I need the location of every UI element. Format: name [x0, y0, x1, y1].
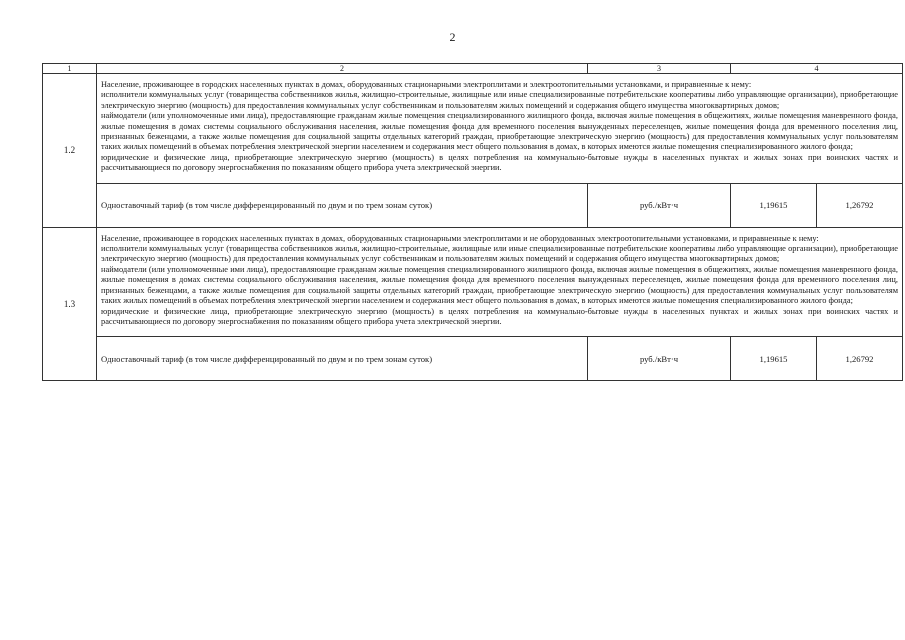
tariff-value-2: 1,26792 — [817, 183, 903, 227]
description-paragraph: исполнители коммунальных услуг (товарищества собственников жилья, жилищно-строительные, жилищные или иные специализированные потребительские кооперативы либо управляющие организации), приобретающие электрическую энергию (мощность) для предоставления коммунальных услуг собственникам и пользователям жилых помещений и содержания общего имущества многоквартирных домов; — [101, 244, 898, 264]
row-description — [97, 227, 903, 337]
row-number: 1.3 — [43, 227, 97, 381]
tariff-row — [43, 183, 903, 227]
tariff-label: Одноставочный тариф (в том числе дифференцированный по двум и по трем зонам суток) — [97, 183, 588, 227]
tariff-unit: руб./кВт·ч — [588, 183, 731, 227]
row-number: 1.2 — [43, 74, 97, 228]
tariff-value-2: 1,26792 — [817, 337, 903, 381]
description-paragraph: юридические и физические лица, приобретающие электрическую энергию (мощность) в целях потребления на коммунально-бытовые нужды в населенных пунктах и жилых зонах при воинских частях и рассчитывающиеся по договору энергоснабжения по показаниям общего прибора учета электрической энергии. — [101, 152, 898, 173]
tariff-row — [43, 337, 903, 381]
description-paragraph: юридические и физические лица, приобретающие электрическую энергию (мощность) в целях потребления на коммунально-бытовые нужды в населенных пунктах и жилых зонах при воинских частях и рассчитывающиеся по договору энергоснабжения по показаниям общего прибора учета электрической энергии. — [101, 306, 898, 326]
description-paragraph: наймодатели (или уполномоченные ими лица), предоставляющие гражданам жилые помещения специализированного жилищного фонда, включая жилые помещения в общежитиях, жилые помещения маневренного фонда, жилые помещения в домах системы социального обслуживания населения, жилые помещения фонда для временного поселения вынужденных переселенцев, жилые помещения фонда для временного поселения лиц, признанных беженцами, а также жилые помещения для социальной защиты отдельных категорий граждан, приобретающие электрическую энергию (мощность) для предоставления коммунальных услуг пользователям таких жилых помещений в объемах потребления электрической энергии населением и содержания мест общего пользования в домах, в которых имеются жилые помещения специализированного жилого фонда; — [101, 111, 898, 152]
header-row — [43, 64, 903, 74]
description-paragraph: исполнители коммунальных услуг (товарищества собственников жилья, жилищно-строительные, жилищные или иные специализированные потребительские кооперативы либо управляющие организации), приобретающие электрическую энергию (мощность) для предоставления коммунальных услуг собственникам и пользователям жилых помещений и содержания общего имущества многоквартирных домов; — [101, 90, 898, 110]
header-col-4: 4 — [731, 64, 903, 74]
description-paragraph: наймодатели (или уполномоченные ими лица), предоставляющие гражданам жилые помещения специализированного жилищного фонда, включая жилые помещения в общежитиях, жилые помещения маневренного фонда, жилые помещения в домах системы социального обслуживания населения, жилые помещения фонда для временного поселения вынужденных переселенцев, жилые помещения фонда для временного поселения лиц, признанных беженцами, а также жилые помещения для социальной защиты отдельных категорий граждан, приобретающие электрическую энергию (мощность) для предоставления коммунальных услуг пользователям таких жилых помещений в объемах потребления электрической энергии населением и содержания мест общего пользования в домах, в которых имеются жилые помещения специализированного жилого фонда; — [101, 264, 898, 306]
tariff-label: Одноставочный тариф (в том числе дифференцированный по двум и по трем зонам суток) — [97, 337, 588, 381]
page-number: 2 — [449, 30, 456, 44]
header-col-1: 1 — [43, 64, 97, 74]
table-row — [43, 74, 903, 184]
tariff-value-1: 1,19615 — [731, 337, 817, 381]
tariff-value-1: 1,19615 — [731, 183, 817, 227]
header-col-3: 3 — [588, 64, 731, 74]
description-paragraph: Население, проживающее в городских населенных пунктах в домах, оборудованных стационарными электроплитами и не оборудованных электроотопительными установками, и приравненные к нему: — [101, 233, 819, 243]
tariff-table — [42, 63, 903, 381]
row-description — [97, 74, 903, 184]
header-col-2: 2 — [97, 64, 588, 74]
tariff-unit: руб./кВт·ч — [588, 337, 731, 381]
table-row — [43, 227, 903, 337]
description-paragraph: Население, проживающее в городских населенных пунктах в домах, оборудованных стационарными электроплитами и электроотопительными установками, и приравненные к нему: — [101, 80, 752, 89]
